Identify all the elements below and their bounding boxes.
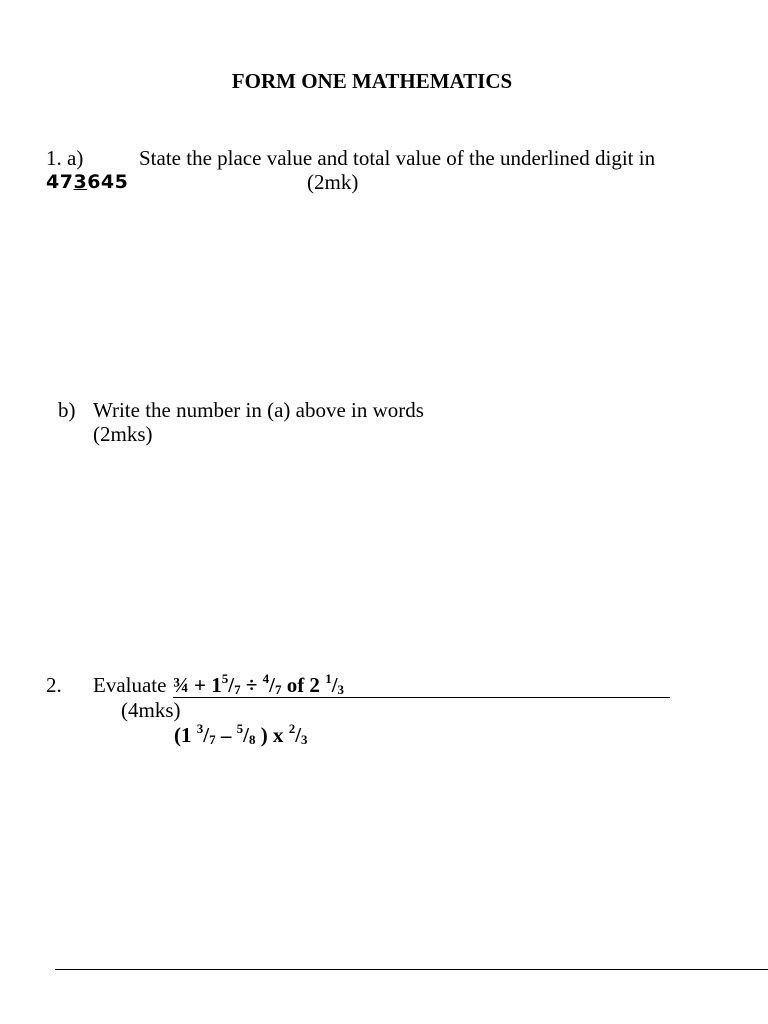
value-after: 645 (87, 171, 129, 193)
question-1a-number: 1. a) (46, 146, 84, 170)
page-title: FORM ONE MATHEMATICS (231, 69, 513, 93)
question-1a-text: State the place value and total value of the underlined digit in (139, 146, 656, 170)
question-1a-marks: (2mk) (307, 170, 359, 194)
question-1b-letter: b) (58, 398, 76, 422)
question-2-numerator-expression: ¾ + $1^5/_7 \div ^4/_7$ of 2 $^1/_3$ (173, 673, 670, 698)
value-before: 47 (46, 171, 74, 193)
question-2-marks: (4mks) (121, 698, 181, 722)
question-1b-text: Write the number in (a) above in words (93, 398, 424, 422)
question-1b-marks: (2mks) (93, 422, 153, 446)
question-1a-value (46, 170, 128, 194)
question-2-denominator-expression: (1 $^3/_7 - ^5/_8$ ) x $^2/_3$ (174, 721, 308, 747)
footer-rule (55, 969, 768, 970)
underlined-digit: 3 (73, 171, 88, 193)
question-2-number: 2. (46, 673, 62, 697)
question-2-label: Evaluate (93, 673, 167, 697)
